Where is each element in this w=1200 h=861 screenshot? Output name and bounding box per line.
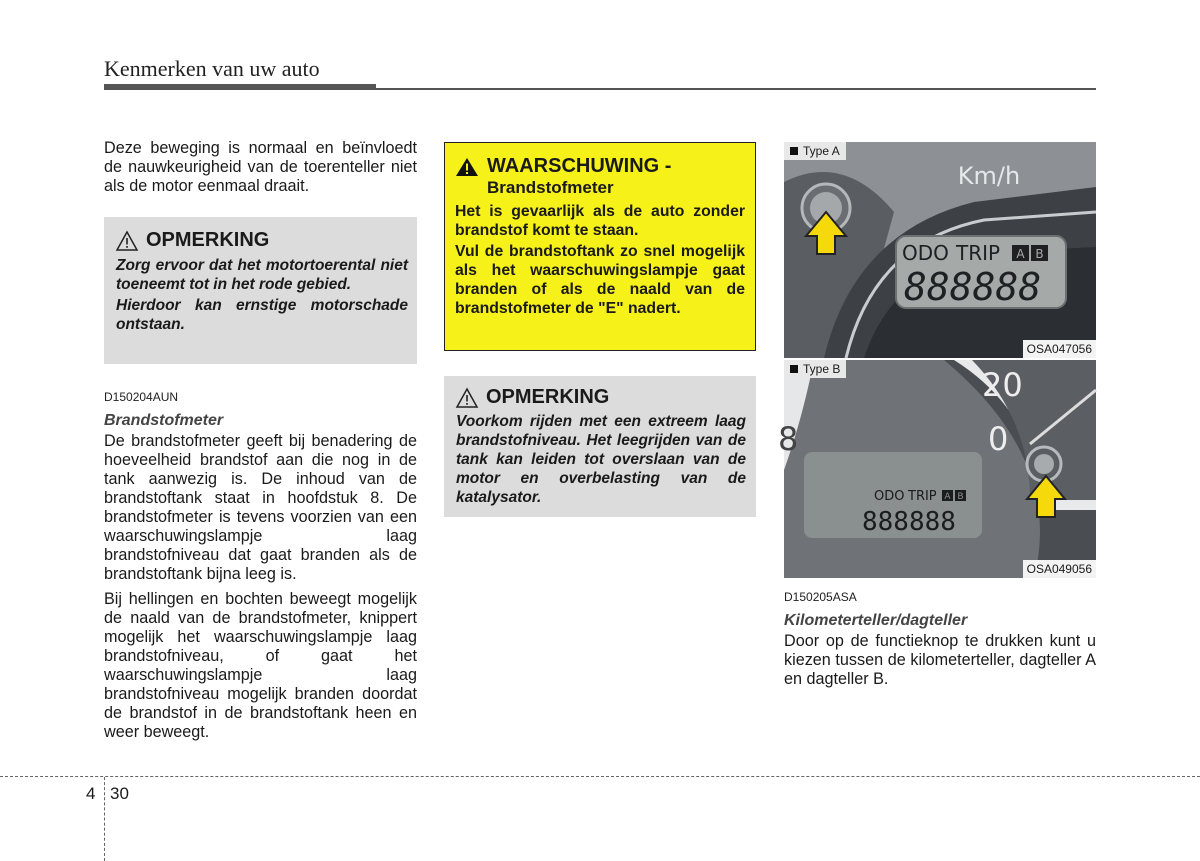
warning-heading-text: WAARSCHUWING -	[487, 155, 672, 177]
trip-b-label: B	[957, 492, 964, 502]
header-rule-thin	[376, 88, 1096, 90]
warning-paragraph-2: Vul de brandstoftank zo snel mogelijk als het waarschuwingslampje gaat branden of als de naald van de brandstofmeter de "E" nadert.	[455, 243, 745, 317]
figure-a-label	[784, 142, 846, 160]
header-rule-thick	[104, 84, 376, 90]
note-line-2: Hierdoor kan ernstige motorschade ontstaan.	[116, 297, 408, 333]
paragraph-1: De brandstofmeter geeft bij benadering de hoeveelheid brandstof aan die nog in de tank aanwezig is. De inhoud van de brandstoftank staat in hoofdstuk 8. De brandstofmeter is tevens voorzien van een waarschuwingslampje laag brandstofniveau dat gaat branden als de brandstoftank bijna leeg is.	[104, 432, 417, 583]
footer-divider	[0, 776, 1200, 777]
warning-body	[455, 202, 745, 318]
section-code: D150205ASA	[784, 590, 857, 604]
square-bullet-icon	[790, 147, 798, 155]
odo-label: ODO	[902, 241, 949, 265]
caution-icon	[116, 231, 138, 251]
figure-a-label-text: Type A	[803, 144, 840, 158]
trip-label: TRIP	[956, 241, 1001, 265]
section-odometer	[784, 588, 1096, 695]
section-code: D150204AUN	[104, 390, 179, 404]
square-bullet-icon	[790, 365, 798, 373]
trip-a-label: A	[944, 492, 951, 502]
caution-icon	[456, 388, 478, 408]
figure-a-code: OSA047056	[1023, 340, 1096, 358]
note-heading	[116, 229, 408, 252]
warning-heading	[455, 155, 745, 198]
intro-paragraph: Deze beweging is normaal en beïnvloedt de nauwkeurigheid van de toerenteller niet als de motor eenmaal draait.	[104, 139, 417, 195]
note-line-1: Zorg ervoor dat het motortoerental niet toeneemt tot in het rode gebied.	[116, 257, 408, 293]
odometer-digits: 888888	[904, 265, 1042, 309]
figure-b-label-text: Type B	[803, 362, 841, 376]
odo-label: ODO	[874, 489, 905, 504]
instrument-cluster-image-b	[778, 360, 1096, 578]
warning-box	[444, 142, 756, 351]
figure-type-a	[784, 142, 1096, 358]
speed-unit-label: Km/h	[957, 162, 1021, 190]
section-fuel-gauge	[104, 388, 417, 748]
chapter-number: 4	[86, 784, 96, 803]
section-title: Brandstofmeter	[104, 412, 224, 429]
warning-subheading: Brandstofmeter	[487, 178, 614, 197]
note-body: Voorkom rijden met een extreem laag brandstofniveau. Het leegrijden van de tank kan leiden tot overslaan van de motor en overbelasting van de katalysator.	[456, 413, 746, 506]
page-number: 30	[110, 784, 129, 803]
figure-type-b	[778, 360, 1096, 578]
odometer-paragraph: Door op de functieknop te drukken kunt u kiezen tussen de kilometerteller, dagteller A en dagteller B.	[784, 632, 1096, 688]
footer-vertical-divider	[104, 777, 105, 861]
trip-a-label: A	[1016, 247, 1025, 261]
note-box-engine	[104, 217, 417, 364]
figure-b-code: OSA049056	[1023, 560, 1096, 578]
section-title: Kilometerteller/dagteller	[784, 612, 968, 629]
odometer-digits: 888888	[862, 507, 956, 537]
instrument-cluster-image-a	[784, 142, 1096, 358]
figure-b-label	[784, 360, 846, 378]
gauge-number-0: 0	[988, 420, 1009, 458]
warning-paragraph-1: Het is gevaarlijk als de auto zonder brandstof komt te staan.	[455, 203, 745, 239]
warning-triangle-icon	[455, 157, 479, 177]
note-heading-text: OPMERKING	[146, 229, 270, 251]
note-heading-text: OPMERKING	[486, 386, 610, 408]
column-left	[104, 139, 417, 196]
paragraph-2: Bij hellingen en bochten beweegt mogelijk de naald van de brandstofmeter, knippert mogelijk het waarschuwingslampje laag brandstofniveau, of gaat het waarschuwingslampje laag brandstofniveau mogelijk branden doordat de brandstof in de brandstoftank heen en weer beweegt.	[104, 590, 417, 741]
note-heading	[456, 386, 746, 409]
note-box-fuel	[444, 376, 756, 517]
trip-label: TRIP	[908, 489, 937, 504]
trip-b-label: B	[1035, 247, 1044, 261]
page-header-title: Kenmerken van uw auto	[104, 56, 320, 81]
gauge-number-8: 8	[778, 420, 799, 458]
note-body	[116, 256, 408, 334]
gauge-number-20: 20	[982, 366, 1023, 404]
